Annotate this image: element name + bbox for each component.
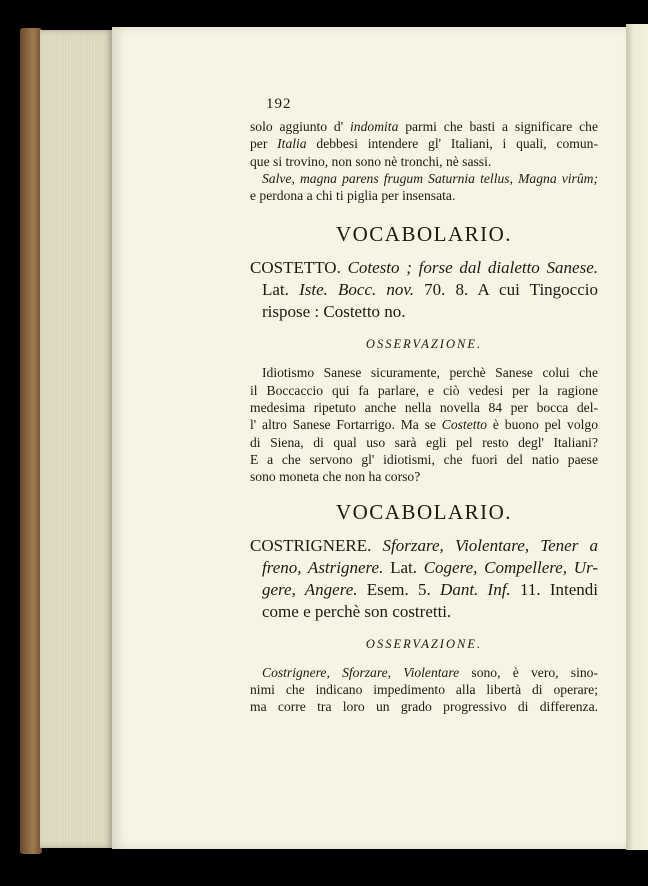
text-line: que si trovino, non sono nè tronchi, nè sassi. xyxy=(250,153,492,169)
observation-paragraph xyxy=(250,364,598,485)
section-heading: VOCABOLARIO. xyxy=(335,222,513,247)
text-line: solo aggiunto d' indomita parmi che basti a significare che xyxy=(250,119,598,134)
entry-line: freno, Astrignere. Lat. Cogere, Compellere, Ur- xyxy=(262,557,599,577)
text-line: il Boccaccio qui fa parlare, e ciò vedesi per la ragione xyxy=(250,382,598,398)
quotation-line: Salve, magna parens frugum Saturnia tellus, Magna virûm; xyxy=(262,170,598,186)
text-line: Idiotismo Sanese sicuramente, perchè Sanese colui che xyxy=(262,365,598,381)
text-line: e perdona a chi ti piglia per insensata. xyxy=(250,188,456,204)
observation-title: OSSERVAZIONE. xyxy=(365,636,483,651)
entry-line: come e perchè son costretti. xyxy=(262,601,452,621)
dictionary-entry xyxy=(250,535,598,623)
intro-paragraph xyxy=(250,118,598,204)
text-line: di Siena, di qual uso sarà egli pel resto degl' Italiani? xyxy=(250,434,598,450)
entry-line: Lat. Iste. Bocc. nov. 70. 8. A cui Tingoccio xyxy=(262,280,598,300)
text-line: medesima ripetuto anche nella novella 84 per bocca del- xyxy=(250,400,598,416)
text-line: sono moneta che non ha corso? xyxy=(250,469,421,485)
observation-title: OSSERVAZIONE. xyxy=(365,337,483,352)
text-line: Costrignere, Sforzare, Violentare sono, è vero, sino- xyxy=(262,664,598,680)
text-line: ma corre tra loro un grado progressivo di differenza. xyxy=(250,699,598,715)
entry-line: gere, Angere. Esem. 5. Dant. Inf. 11. Intendi xyxy=(262,579,598,599)
book-spine-edge xyxy=(20,28,42,854)
text-line: l' altro Sanese Fortarrigo. Ma se Costetto è buono pel volgo xyxy=(250,417,598,433)
facing-page-edge xyxy=(626,24,648,850)
entry-line: rispose : Costetto no. xyxy=(262,302,406,322)
dictionary-entry xyxy=(250,257,598,323)
text-line: per Italia debbesi intendere gl' Italiani, i quali, comun- xyxy=(250,136,599,152)
entry-line: COSTRIGNERE. Sforzare, Violentare, Tener a xyxy=(250,535,599,555)
text-line: E a che servono gl' idiotismi, che fuori del natio paese xyxy=(250,451,598,467)
observation-paragraph xyxy=(250,664,598,716)
entry-line: COSTETTO. Cotesto ; forse dal dialetto Sanese. xyxy=(250,258,599,278)
page-number: 192 xyxy=(266,96,292,112)
text-line: nimi che indicano impedimento alla libertà di operare; xyxy=(250,681,598,697)
page-edges xyxy=(40,30,112,848)
page-text xyxy=(250,96,598,715)
section-heading: VOCABOLARIO. xyxy=(335,499,513,524)
